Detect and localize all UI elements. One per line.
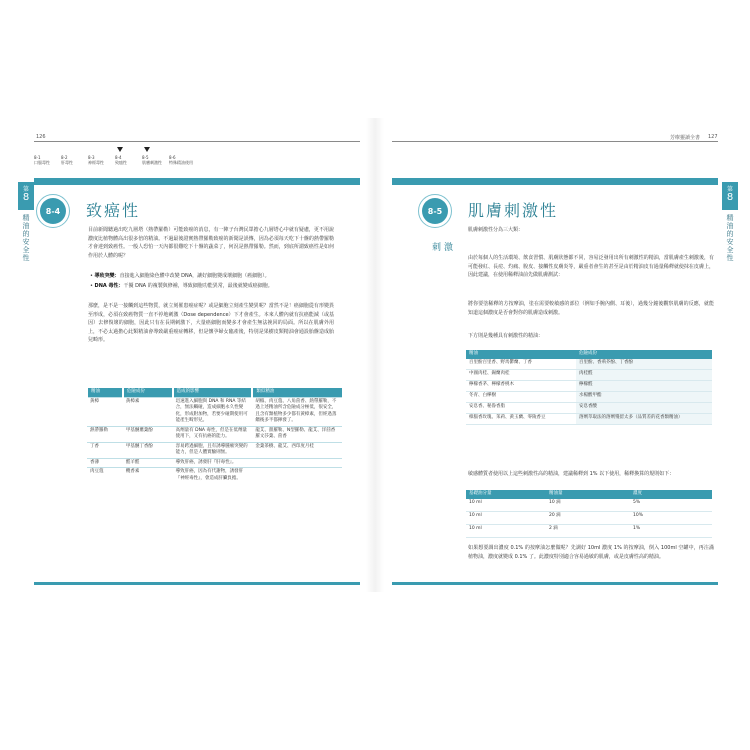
section-badge-8-5: 8-5 (422, 198, 448, 224)
table-cell: 熱帶羅勒 (87, 426, 123, 442)
irritant-table (466, 350, 712, 425)
tab-8-2 (61, 155, 85, 165)
table-row (466, 511, 712, 524)
table-header-cell: 危險成份 (576, 350, 712, 359)
side-label-irritation: 刺激 (432, 243, 457, 253)
tab-8-5 (142, 155, 166, 165)
table-cell (252, 468, 342, 484)
table-cell: 5% (630, 499, 712, 512)
table-cell: 水楊酸甲酯 (576, 391, 712, 402)
table-row (87, 458, 342, 468)
table-row (87, 397, 342, 426)
left-bottom-bar (34, 582, 360, 585)
bullet-mutation: • 導致突變：直接進入細胞染色體中改變 DNA，讓好細胞變成壞細胞（癌細胞）。 (90, 273, 270, 279)
table-row (466, 402, 712, 413)
table-header-cell: 濃度 (630, 490, 712, 499)
table-cell: 安息香酸 (576, 402, 712, 413)
table-cell: 安息香、秘魯香脂 (466, 402, 576, 413)
table-cell: 檸檬香茅、檸檬香桃木 (466, 380, 576, 391)
section-title-skin-irritation: 肌膚刺激性 (468, 201, 559, 220)
table-cell: 百里酚、香荊芥酚、丁香酚 (576, 359, 712, 370)
table-cell: 黃樟素 (123, 397, 173, 426)
bullet-term: 導致突變： (94, 273, 120, 279)
table-cell: 金葉茶樹、龍艾、西印度月桂 (252, 442, 342, 458)
table-cell: 樟腦香玫瑰、茉莉、黃玉蘭、零陵香豆 (466, 413, 576, 424)
table-cell: 10% (630, 511, 712, 524)
table-cell: 肉豆蔻 (87, 468, 123, 484)
carcinogen-table (86, 388, 342, 483)
chapter-tab-num: 8 (22, 192, 30, 203)
table-cell: 溶劑萃取法的溶劑殘留太多（品質差的花香類精油） (576, 413, 712, 424)
right-bottom-bar (392, 582, 718, 585)
right-teal-bar (392, 178, 718, 185)
table-header-row (87, 388, 342, 397)
table-cell: 百里酚百里香、野馬鬱蘭、丁香 (466, 359, 576, 370)
table-header-row (466, 490, 712, 499)
right-page-number: 127 (708, 134, 718, 140)
section-title-carcinogenicity: 致癌性 (86, 201, 141, 220)
left-page (18, 120, 366, 590)
tab-8-4 (115, 155, 139, 165)
tab-label: 神經毒性 (88, 160, 104, 165)
table-header-cell: 精油 (87, 388, 123, 397)
tab-label: 肝毒性 (61, 160, 73, 165)
right-third-paragraph: 下方則是幾種具有刺激性的精油： (468, 333, 544, 339)
right-chapter-tab (722, 182, 738, 210)
table-header-cell: 造成的影響 (173, 388, 253, 397)
table-cell: 1% (630, 524, 712, 537)
table-cell: 10 滴 (546, 499, 630, 512)
table-cell: 容易跨過細胞，且有誘導腫瘤突變的能力，但是人體實驗則無。 (173, 442, 253, 458)
tab-label: 致癌性 (115, 160, 127, 165)
table-header-row (466, 350, 712, 359)
table-row (466, 369, 712, 380)
tab-number: 8-2 (61, 155, 68, 160)
table-cell (252, 458, 342, 468)
table-cell: 10 ml (466, 499, 546, 512)
table-row (466, 380, 712, 391)
table-cell: 丁香 (87, 442, 123, 458)
table-row (466, 413, 712, 424)
right-chapter-title: 精油的安全性 (726, 214, 734, 262)
table-cell: 高劑量有 DNA 毒性，但是在低劑量使用下，又有抗癌的能力。 (173, 426, 253, 442)
bullet-text: 直接進入細胞染色體中改變 DNA，讓好細胞變成壞細胞（癌細胞）。 (119, 273, 270, 279)
table-cell: 香薄 (87, 458, 123, 468)
table-header-cell: 精油 (466, 350, 576, 359)
book-gutter (366, 118, 384, 592)
left-header-rule (34, 141, 360, 142)
left-page-number: 126 (36, 134, 46, 140)
bullet-dna-toxicity: • DNA 毒性：干擾 DNA 的複製與修補，導致細胞功能異常，最後就變成癌細胞。 (90, 283, 273, 289)
table-cell: 檸檬醛 (576, 380, 712, 391)
bullet-text: 干擾 DNA 的複製與修補，導致細胞功能異常，最後就變成癌細胞。 (123, 283, 273, 289)
left-chapter-title: 精油的安全性 (22, 214, 30, 262)
right-second-paragraph: 將你要塗稀釋的方按摩油，塗在需要較敏感的部位（例如手腕內側、耳後），過幾分鐘後觀察肌膚的反應，就能知道這個濃度是否會對你的肌膚造成刺激。 (468, 301, 714, 316)
bullet-term: DNA 毒性： (94, 283, 124, 289)
table-cell: 10 ml (466, 524, 546, 537)
table-cell: 20 滴 (546, 511, 630, 524)
table-cell: 迅速進入細胞與 DNA 和 RNA 等結合，無法觸碰，造成細胞永久性變化，形成附加物，若要少碰期使用可能產生畸形兒。 (173, 397, 253, 426)
tab-number: 8-5 (142, 155, 149, 160)
dilution-table (466, 490, 712, 538)
tab-number: 8-6 (169, 155, 176, 160)
table-row (466, 359, 712, 370)
table-cell: 2 滴 (546, 524, 630, 537)
left-chapter-tab (18, 182, 34, 210)
table-cell: 10 ml (466, 511, 546, 524)
chapter-tab-nav (34, 155, 196, 165)
table-header-cell: 危險成份 (123, 388, 173, 397)
table-cell: 冬青、白樺樹 (466, 391, 576, 402)
tab-8-6 (169, 155, 193, 165)
left-second-paragraph: 那麼，是不是一接觸到這些物質，就立刻罹患癌症呢？或是細胞立刻產生變異呢？當然不是！癌細胞從有形變異至形成，必須在致癌物質一直不停地刺激（Dose dependence）下才會產生。本來人體內就有抗癌能減（或基因）去修復壞的細胞，因此只有在長期刺激下，大量癌細胞而變多才會產生無法挽回的局面。所以在肌膚外用上，不必太過擔心此類精油會導致嚴重癌症轉移，但是懷孕婦女臨產後，特別是果樹皮類精油會通設胎盤造成胎兒畸形。 (88, 303, 334, 343)
table-header-cell: 基礎油分量 (466, 490, 546, 499)
table-row (87, 442, 342, 458)
table-cell: 肉桂醛 (576, 369, 712, 380)
table-cell: 醛羊醛 (123, 458, 173, 468)
table-cell: 黃樟 (87, 397, 123, 426)
right-header-label: 芳療靈讀全書 (670, 135, 701, 141)
right-intro-line: 肌膚刺激性分為三大類： (468, 227, 524, 233)
tab-label: 口服毒性 (34, 160, 50, 165)
left-teal-bar (34, 178, 360, 185)
tab-number: 8-4 (115, 155, 122, 160)
tab-number: 8-3 (88, 155, 95, 160)
table-cell: 導致肝癌，誘發肝『肝毒性』。 (173, 458, 253, 468)
right-fourth-paragraph: 敏感體質者使用以上這些刺激性高的精油，建議稀釋到 1% 以下使用，稀釋換算的規則如下： (468, 471, 675, 477)
section-badge-8-4: 8-4 (40, 198, 66, 224)
table-header-cell: 類似精油 (252, 388, 342, 397)
table-cell: 導致肝癌，因為有代謝物，誘發肝『神經毒性』，會造成肝臟負擔。 (173, 468, 253, 484)
chapter-tab-top: 第 (726, 186, 733, 193)
tab-8-3 (88, 155, 112, 165)
table-row (466, 499, 712, 512)
right-first-paragraph: 由於每個人的生活環境、飲食習慣、肌膚狀態都不同，容易泛發用出所有刺激性的精油，當肌膚產生刺激後，有可能發紅、長痘、灼痛、脫皮、接觸性皮膚炎等，嚴重者會生的甚至是由於精油皮有過量稀釋就使抹在皮膚上，因此建議，在使用稀釋油前先做肌膚測試： (468, 255, 714, 278)
right-header-rule (392, 141, 718, 142)
chapter-tab-top: 第 (22, 186, 29, 193)
table-cell: 欖香素 (123, 468, 173, 484)
table-cell: 中國肉桂、錫蘭肉桂 (466, 369, 576, 380)
tab-number: 8-1 (34, 155, 41, 160)
table-row (87, 426, 342, 442)
table-cell: 甲基醚丁香酚 (123, 442, 173, 458)
chapter-tab-num: 8 (726, 192, 734, 203)
table-row (87, 468, 342, 484)
table-header-cell: 精油量 (546, 490, 630, 499)
table-cell: 龍艾、甜羅勒、N型羅勒、龍艾、洋茴香羅文莎葉、茴香 (252, 426, 342, 442)
right-fifth-paragraph: 如果想要調出濃度 0.1% 的按摩油怎麼做呢？先調好 10ml 濃度 1% 的按摩油，倒入 100ml 空罐中，再注滿植物油，濃度就變成 0.1% 了。此濃度特別適合容易過敏的肌膚，或是皮膚性高的精油。 (468, 545, 714, 560)
table-cell: 胡椒、肉豆蔻、八角茴香、熱帶羅勒，不過上述精油所含危險成分極低，很安全，且含有類植物多少都有黃樟素，但經過蒸餾後多半都揮發了。 (252, 397, 342, 426)
table-row (466, 524, 712, 537)
tab-label: 特殊精油使用 (169, 160, 193, 165)
table-row (466, 391, 712, 402)
tab-8-1 (34, 155, 58, 165)
table-cell: 甲基醚蔞葉酚 (123, 426, 173, 442)
tab-label: 肌膚刺激性 (142, 160, 162, 165)
left-intro-paragraph: 目前新聞聽過出吃九層塔（熱帶羅勒）可能致癌的消息，有一陣子台灣民眾擔心九層塔心中就有疑慮，更不用說濃度比植物體高出很多倍的精油。不過最後證實熱帶羅勒致癌的新聞是誤傳，因為必須每天吃下十盤的熱帶羅勒才會達到致癌性。一般人恐怕一天內都很難吃下十盤的蔬菜了，何況是熱帶羅勒。然而，到底所謂致癌性是如何作用於人體的呢？ (88, 227, 334, 259)
